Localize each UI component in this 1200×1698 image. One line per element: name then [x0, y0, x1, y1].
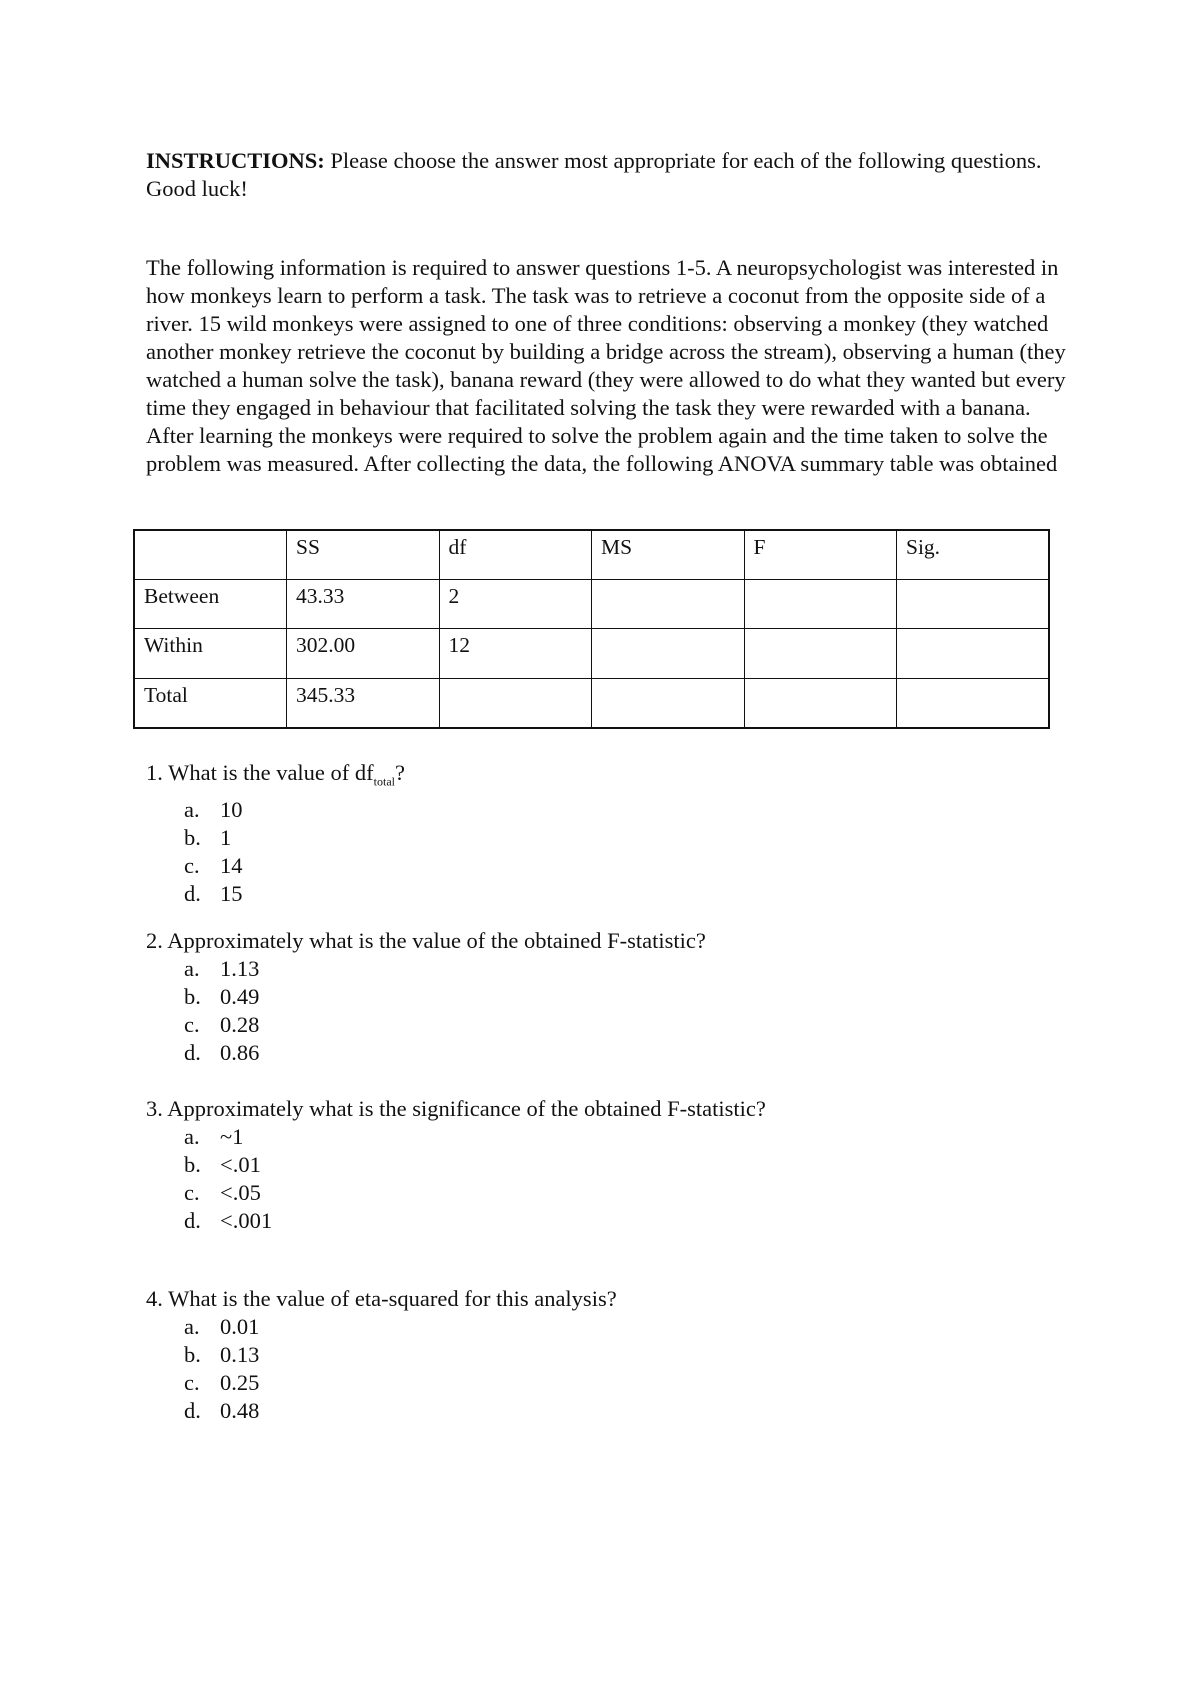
table-row: [134, 678, 1049, 728]
table-cell: 12: [439, 629, 592, 678]
intro-paragraph: The following information is required to answer questions 1-5. A neuropsychologist was interested in how monkeys learn to perform a task. The task was to retrieve a coconut from the opposite side of a river. 15 wild monkeys were assigned to one of three conditions: observing a monkey (they watched another monkey retrieve the coconut by building a bridge across the stream), observing a human (they watched a human solve the task), banana reward (they were allowed to do what they wanted but every time they engaged in behaviour that facilitated solving the task they were rewarded with a banana. After learning the monkeys were required to solve the problem again and the time taken to solve the problem was measured. After collecting the data, the following ANOVA summary table was obtained: [146, 255, 1066, 476]
options-list: [146, 1123, 1076, 1235]
options-list: [146, 955, 1076, 1067]
option-a[interactable]: a. 1.13: [184, 956, 260, 981]
question-2: [146, 927, 1076, 1067]
table-cell: [744, 629, 897, 678]
table-cell: 2: [439, 580, 592, 629]
option-c[interactable]: c. 0.25: [184, 1370, 260, 1395]
table-cell: [744, 580, 897, 629]
instructions-text: Please choose the answer most appropriate for each of the following questions. Good luck!: [146, 148, 1042, 201]
instructions: [146, 147, 1076, 203]
question-stem: 1. What is the value of $df_{total}$?: [146, 760, 405, 789]
table-cell: [897, 629, 1050, 678]
option-b[interactable]: b. <.01: [184, 1152, 261, 1177]
table-row: [134, 629, 1049, 678]
option-d[interactable]: d. 0.86: [184, 1040, 260, 1065]
table-cell: MS: [592, 530, 745, 580]
table-cell: [592, 580, 745, 629]
option-d[interactable]: d. <.001: [184, 1208, 273, 1233]
question-stem: 3. Approximately what is the significance of the obtained F-statistic?: [146, 1096, 766, 1121]
option-a[interactable]: a. 0.01: [184, 1314, 260, 1339]
question-stem: 2. Approximately what is the value of the obtained F-statistic?: [146, 928, 706, 953]
question-stem: 4. What is the value of eta-squared for this analysis?: [146, 1286, 617, 1311]
table-cell: [439, 678, 592, 728]
table-cell: Total: [134, 678, 287, 728]
option-d[interactable]: d. 15: [184, 880, 243, 906]
table-cell: [744, 678, 897, 728]
anova-table: [133, 529, 1050, 729]
table-cell: Within: [134, 629, 287, 678]
table-cell: [897, 580, 1050, 629]
question-3: [146, 1095, 1076, 1235]
option-a[interactable]: a. 10: [184, 796, 243, 822]
table-cell: Between: [134, 580, 287, 629]
table-cell: SS: [287, 530, 440, 580]
option-c[interactable]: c. 14: [184, 852, 243, 878]
table-cell: [592, 678, 745, 728]
table-cell: F: [744, 530, 897, 580]
option-c[interactable]: c. <.05: [184, 1180, 261, 1205]
option-b[interactable]: b. 0.49: [184, 984, 260, 1009]
table-cell: df: [439, 530, 592, 580]
table-header-row: [134, 530, 1049, 580]
option-a[interactable]: a. ~1: [184, 1124, 244, 1149]
table-cell: 345.33: [287, 678, 440, 728]
option-c[interactable]: c. 0.28: [184, 1012, 260, 1037]
table-cell: 43.33: [287, 580, 440, 629]
table-cell: [897, 678, 1050, 728]
table-cell: [592, 629, 745, 678]
option-d[interactable]: d. 0.48: [184, 1398, 260, 1423]
question-1: [146, 759, 1076, 908]
table-cell: Sig.: [897, 530, 1050, 580]
question-4: [146, 1285, 1076, 1425]
options-list: [146, 1313, 1076, 1425]
table-row: [134, 580, 1049, 629]
table-cell: 302.00: [287, 629, 440, 678]
options-list: [146, 796, 1076, 908]
option-b[interactable]: b. 0.13: [184, 1342, 260, 1367]
table-cell: [134, 530, 287, 580]
instructions-label: INSTRUCTIONS:: [146, 148, 325, 173]
option-b[interactable]: b. 1: [184, 824, 232, 850]
